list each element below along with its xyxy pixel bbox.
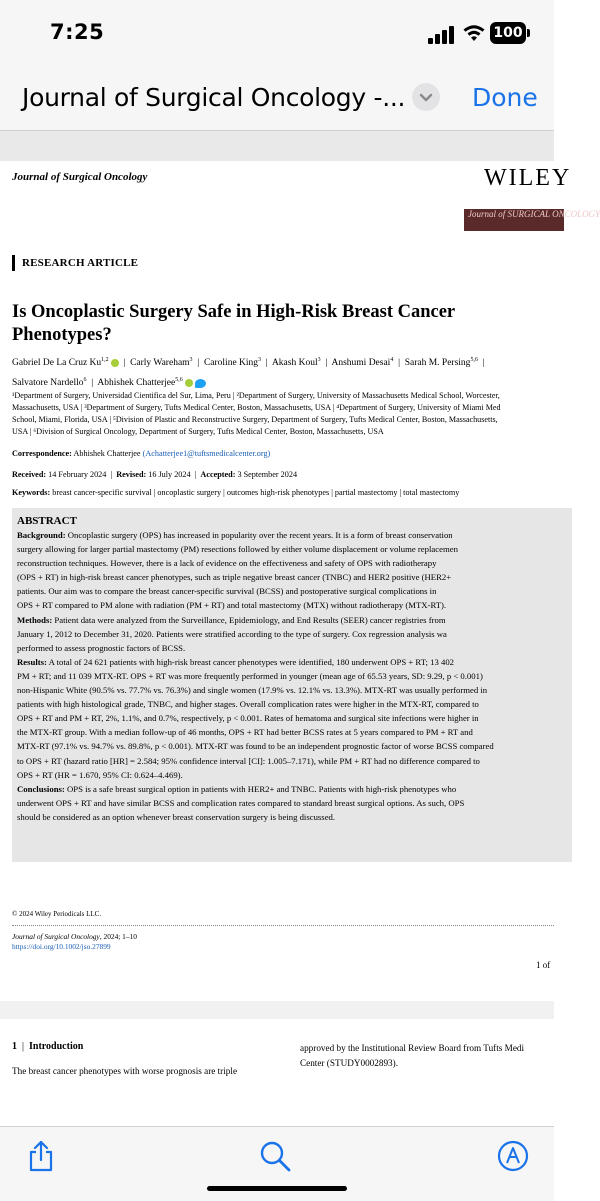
affiliations: [12, 390, 572, 438]
article-dates: Received: 14 February 2024 | Revised: 16 July 2024 | Accepted: 3 September 2024: [12, 470, 298, 479]
abstract-line: reconstruction techniques. However, there is a lack of evidence on the effectiveness and safety of OPS with radiotherapy: [17, 558, 437, 569]
article-title: [12, 301, 552, 347]
author-name: Abhishek Chatterjee: [97, 378, 176, 389]
introduction-heading: 1 | Introduction: [12, 1041, 84, 1052]
orcid-icon[interactable]: [111, 359, 119, 367]
correspondence-email-link[interactable]: (Achatterjee1@tuftsmedicalcenter.org): [142, 449, 271, 458]
footer-divider: [12, 925, 554, 926]
navigation-bar: [0, 66, 554, 131]
abstract-line: the MTX-RT group. With a median follow-up of 46 months, OPS + RT had better BCSS rates at 5 years compared to PM + RT and: [17, 727, 473, 738]
article-title-line: Phenotypes?: [12, 325, 112, 345]
abstract-line: patients. Our aim was to compare the breast cancer-specific survival (BCSS) and postoperative surgical complications in: [17, 586, 437, 597]
abstract-line: (OPS + RT) in high-risk breast cancer phenotypes, such as triple negative breast cancer (TNBC) and HER2 positive (HER2+: [17, 572, 452, 583]
journal-logo: Journal of SURGICAL ONCOLOGY: [464, 209, 564, 231]
page-separator: [0, 1001, 554, 1019]
battery-icon: 100: [490, 22, 526, 44]
article-type-label: RESEARCH ARTICLE: [22, 257, 139, 269]
status-bar: [0, 0, 554, 66]
abstract-box: [12, 508, 572, 862]
markup-icon[interactable]: [496, 1139, 530, 1173]
abstract-line: OPS + RT and PM + RT, 2%, 1.1%, and 0.7%, respectively, p < 0.001. Rates of hematoma and surgical site infections were higher in: [17, 713, 479, 724]
abstract-line: patients with high histological grade, TNBC, and higher stages. Overall complication rates were higher in the MTX-RT, compared to: [17, 699, 479, 710]
author-list: Gabriel De La Cruz Ku$^{1,2}$ | Carly Wareham$^3$ | Caroline King$^3$ | Akash Koul$^3$ | Anshumi Desai$^4$ | Sarah M. Persing$^{5,6}$ | Salvatore Nardello$^6$ | Abhishek Chatterjee$^{5,6}$: [12, 357, 485, 389]
author-name: Carly Wareham: [130, 358, 190, 369]
affiliation-line: Massachusetts, USA | ³Department of Surgery, Tufts Medical Center, Boston, Massachusetts, USA | ⁴Department of Surgery, University of Miami Med: [12, 403, 501, 412]
doi-link[interactable]: https://doi.org/10.1002/jso.27899: [12, 942, 111, 951]
abstract-line: Methods: Patient data were analyzed from the Surveillance, Epidemiology, and End Results (SEER) cancer registries from: [17, 614, 446, 625]
right-column-text: approved by the Institutional Review Board from Tufts Medi Center (STUDY0002893).: [300, 1043, 525, 1068]
abstract-line: PM + RT; and 11 039 MTX-RT. OPS + RT was more frequently performed in younger (mean age of 65.53 years, SD: 9.29, p < 0.001): [17, 670, 483, 681]
keywords: Keywords: breast cancer-specific survival | oncoplastic surgery | outcomes high-risk phenotypes | partial mastectomy | total mastectomy: [12, 488, 460, 497]
author-name: Gabriel De La Cruz Ku: [12, 358, 102, 369]
abstract-line: to OPS + RT (hazard ratio [HR] = 2.584; 95% confidence interval [CI]: 1.005–7.171), while PM + RT had no difference compared to: [17, 755, 480, 766]
author-name: Akash Koul: [271, 358, 318, 369]
author-name: Salvatore Nardello: [12, 378, 84, 389]
wifi-icon: [462, 23, 486, 43]
author-name: Anshumi Desai: [331, 358, 391, 369]
abstract-line: surgery allowing for larger partial mastectomy (PM) resections followed by either volume displacement or volume replacemen: [17, 544, 458, 555]
abstract-line: non-Hispanic White (90.5% vs. 77.7% vs. 76.3%) and single women (17.9% vs. 12.1% vs. 13.3%). MTX-RT was usually performed in: [17, 685, 488, 696]
abstract-heading: ABSTRACT: [17, 515, 77, 527]
journal-name: Journal of Surgical Oncology: [12, 171, 148, 183]
abstract-line: Conclusions: OPS is a safe breast surgical option in patients with HER2+ and TNBC. Patients with high-risk phenotypes who: [17, 783, 457, 794]
page-number: 1 of: [536, 960, 551, 970]
search-icon[interactable]: [258, 1139, 292, 1173]
affiliation-line: School, Miami, Florida, USA | ⁵Division of Plastic and Reconstructive Surgery, Department of Surgery, Tufts Medical Center, Boston, Massachusetts,: [12, 415, 498, 424]
correspondence: Correspondence: Abhishek Chatterjee (Achatterjee1@tuftsmedicalcenter.org): [12, 449, 271, 458]
share-icon[interactable]: [24, 1139, 58, 1173]
article-title-line: Is Oncoplastic Surgery Safe in High-Risk Breast Cancer: [12, 302, 456, 322]
affiliation-line: ¹Department of Surgery, Universidad Cientifica del Sur, Lima, Peru | ²Department of Surgery, University of Massachusetts Medical School, Worcester,: [12, 391, 500, 400]
abstract-line: performed to assess prognostic factors of BCSS.: [17, 642, 186, 653]
chevron-down-icon[interactable]: [412, 83, 440, 111]
abstract-line: should be considered as an option whenever breast conservation surgery is being discussed.: [17, 811, 336, 822]
abstract-line: Results: A total of 24 621 patients with high-risk breast cancer phenotypes were identified, 180 underwent OPS + RT; 13 402: [17, 656, 455, 667]
document-title[interactable]: Journal of Surgical Oncology -...: [22, 83, 406, 112]
abstract-line: OPS + RT (HR = 1.670, 95% CI: 0.624–4.469).: [17, 769, 183, 780]
page-gutter: [0, 131, 554, 161]
publisher-logo: WILEY: [484, 165, 572, 191]
status-time: 7:25: [50, 20, 105, 44]
abstract-line: January 1, 2012 to December 31, 2020. Patients were stratified according to the type of surgery. Cox regression analysis wa: [17, 628, 447, 639]
author-name: Sarah M. Persing: [404, 358, 471, 369]
copyright: © 2024 Wiley Periodicals LLC.: [12, 910, 102, 918]
article-type-marker: [12, 255, 15, 271]
abstract-line: underwent OPS + RT and have similar BCSS and complication rates compared to standard breast surgical options. As such, OPS: [17, 797, 465, 808]
affiliation-line: USA | ⁶Division of Surgical Oncology, Department of Surgery, Tufts Medical Center, Boston, Massachusetts, USA: [12, 427, 384, 436]
twitter-icon[interactable]: [195, 379, 206, 388]
author-name: Caroline King: [203, 358, 259, 369]
abstract-line: Background: Oncoplastic surgery (OPS) has increased in popularity over the recent years. It is a form of breast conservation: [17, 530, 453, 540]
orcid-icon[interactable]: [185, 379, 193, 387]
cellular-signal-icon: [428, 26, 458, 44]
home-indicator: [207, 1186, 347, 1191]
abstract-line: MTX-RT (97.1% vs. 94.7% vs. 89.8%, p < 0.001). MTX-RT was found to be an independent prognostic factor of worse BCSS compared: [17, 741, 494, 752]
citation: Journal of Surgical Oncology, 2024; 1–10 https://doi.org/10.1002/jso.27899: [12, 932, 137, 951]
abstract-line: OPS + RT compared to PM alone with radiation (PM + RT) and total mastectomy (MTX) without radiotherapy (MTX-RT).: [17, 600, 447, 611]
abstract-body: [17, 528, 577, 824]
pdf-viewer[interactable]: [0, 131, 600, 1126]
introduction-text: The breast cancer phenotypes with worse prognosis are triple: [12, 1066, 238, 1076]
done-button[interactable]: Done: [472, 83, 538, 112]
